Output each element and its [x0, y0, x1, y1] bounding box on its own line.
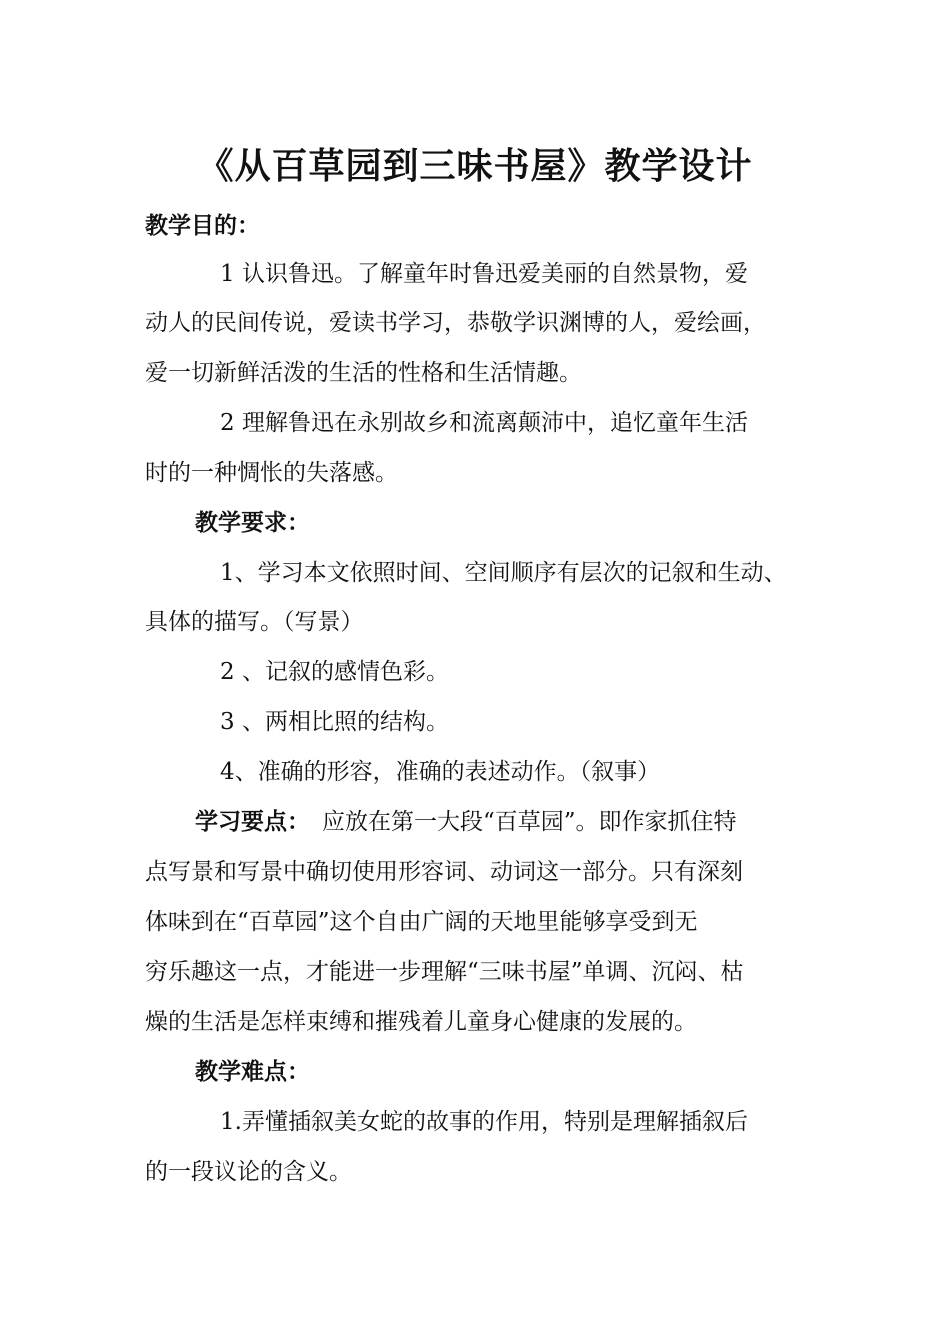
document-title: 《从百草园到三味书屋》教学设计 [197, 145, 753, 187]
objectives-line-5: 时的一种惆怅的失落感。 [145, 460, 398, 486]
requirements-heading: 教学要求： [195, 509, 310, 536]
key-points-line-5: 燥的生活是怎样束缚和摧残着儿童身心健康的发展的。 [145, 1009, 697, 1035]
key-points-line-1: 应放在第一大段“百草园”。即作家抓住特 [322, 809, 737, 835]
difficulties-line-1: 1.弄懂插叙美女蛇的故事的作用，特别是理解插叙后 [220, 1109, 748, 1135]
objectives-line-2: 动人的民间传说，爱读书学习，恭敬学识渊博的人，爱绘画， [145, 310, 766, 336]
difficulties-line-2: 的一段议论的含义。 [145, 1159, 352, 1185]
key-points-heading: 学习要点： [195, 808, 310, 835]
objectives-line-3: 爱一切新鲜活泼的生活的性格和生活情趣。 [145, 360, 582, 386]
key-points-line-2: 点写景和写景中确切使用形容词、动词这一部分。只有深刻 [145, 859, 743, 885]
objectives-line-1: 1 认识鲁迅。了解童年时鲁迅爱美丽的自然景物，爱 [220, 261, 748, 287]
requirements-line-1: 1、学习本文依照时间、空间顺序有层次的记叙和生动、 [220, 560, 787, 586]
requirements-line-5: 4、准确的形容，准确的表述动作。（叙事） [220, 759, 661, 785]
objectives-line-4: 2 理解鲁迅在永别故乡和流离颠沛中，追忆童年生活 [220, 410, 748, 436]
key-points-line-3: 体味到在“百草园”这个自由广阔的天地里能够享受到无 [145, 909, 698, 935]
requirements-line-4: 3 、两相比照的结构。 [220, 709, 449, 735]
requirements-line-2: 具体的描写。（写景） [145, 609, 364, 635]
requirements-line-3: 2 、记叙的感情色彩。 [220, 659, 449, 685]
key-points-line-4: 穷乐趣这一点，才能进一步理解“三味书屋”单调、沉闷、枯 [145, 959, 744, 985]
difficulties-heading: 教学难点： [195, 1058, 310, 1085]
objectives-heading: 教学目的： [145, 212, 260, 239]
